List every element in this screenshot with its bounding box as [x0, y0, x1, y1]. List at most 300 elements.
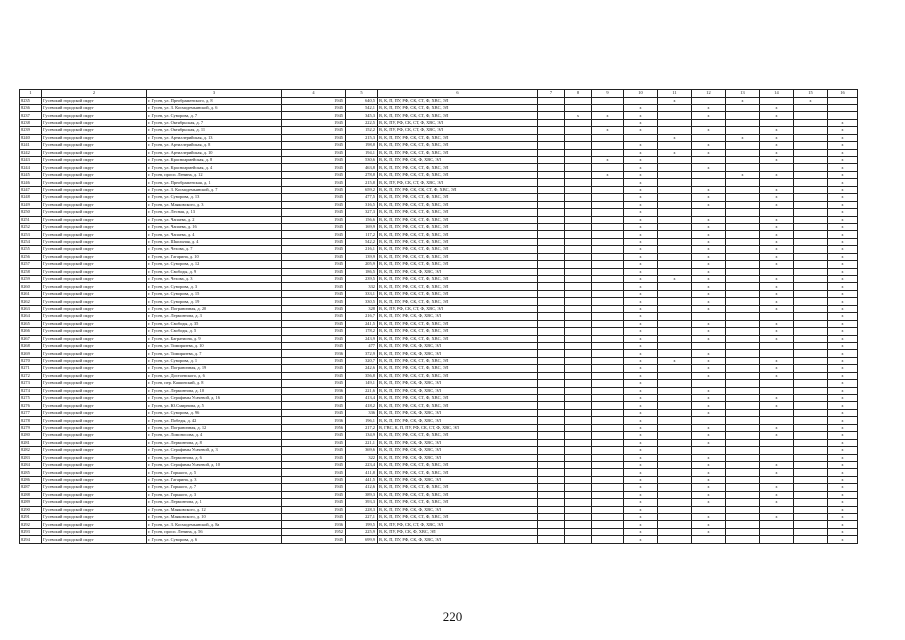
table-cell: 8266 — [20, 328, 42, 335]
table-cell: 8277 — [20, 409, 42, 416]
table-cell: х — [624, 439, 658, 446]
table-cell — [692, 313, 726, 320]
table-cell: г. Гусев, ул. Горького, д. 7 — [147, 484, 282, 491]
table-cell: Гусевский городской округ — [42, 417, 147, 424]
table-cell: 1945 — [282, 112, 346, 119]
table-cell: г. Гусев, ул. Чапаева, д. 2 — [147, 216, 282, 223]
table-row — [20, 380, 858, 387]
table-cell: 8286 — [20, 476, 42, 483]
table-cell: х — [692, 305, 726, 312]
table-cell: 8248 — [20, 194, 42, 201]
table-cell: В, К, П, ПУ, РФ, СК, СТ, Ф, ХВС, ЭЛ — [378, 201, 538, 208]
table-cell: 542,1 — [346, 104, 378, 111]
table-cell: х — [760, 216, 794, 223]
table-cell — [592, 253, 624, 260]
table-cell: Гусевский городской округ — [42, 142, 147, 149]
table-row — [20, 335, 858, 342]
table-cell: 8251 — [20, 216, 42, 223]
table-cell: Гусевский городской округ — [42, 402, 147, 409]
table-cell: г. Гусев, ул. Серафимы Усачевой, д. 3 — [147, 447, 282, 454]
table-cell: В, К, П, ПУ, РФ, СК, СТ, Ф, ХВС, ЭЛ — [378, 290, 538, 297]
table-cell — [726, 424, 760, 431]
table-cell — [726, 194, 760, 201]
table-cell: х — [828, 186, 858, 193]
table-cell: х — [692, 283, 726, 290]
table-cell — [726, 290, 760, 297]
table-row — [20, 395, 858, 402]
table-cell: 8289 — [20, 499, 42, 506]
table-cell — [565, 179, 592, 186]
table-cell: 8272 — [20, 372, 42, 379]
table-cell — [726, 484, 760, 491]
table-cell: 8265 — [20, 320, 42, 327]
table-cell: х — [592, 112, 624, 119]
table-cell: х — [692, 335, 726, 342]
table-row — [20, 328, 858, 335]
table-cell — [794, 253, 828, 260]
table-row — [20, 209, 858, 216]
table-cell: г. Гусев, ул. Пограничная, д. 19 — [147, 365, 282, 372]
column-header: 9 — [592, 90, 624, 98]
table-cell: х — [828, 372, 858, 379]
table-cell: х — [692, 350, 726, 357]
table-cell — [794, 469, 828, 476]
table-cell — [760, 164, 794, 171]
table-cell — [794, 328, 828, 335]
table-cell: 8252 — [20, 223, 42, 230]
table-cell: г. Гусев, ул. Гагарина, д. 3 — [147, 476, 282, 483]
table-cell: г. Гусев, ул. Лермонтова, д. 1 — [147, 499, 282, 506]
table-cell — [565, 290, 592, 297]
table-cell: х — [828, 447, 858, 454]
table-cell — [592, 454, 624, 461]
table-cell — [565, 395, 592, 402]
table-cell — [592, 476, 624, 483]
table-cell — [658, 342, 692, 349]
table-cell: 8261 — [20, 290, 42, 297]
table-cell — [624, 134, 658, 141]
table-cell — [760, 313, 794, 320]
table-cell — [565, 499, 592, 506]
table-cell — [592, 514, 624, 521]
table-cell — [794, 424, 828, 431]
table-cell — [726, 395, 760, 402]
table-cell — [760, 387, 794, 394]
table-cell: 8258 — [20, 268, 42, 275]
table-cell: В, К, П, ПУ, РФ, СК, Ф, ХВС, ЭЛ — [378, 447, 538, 454]
table-cell: х — [828, 461, 858, 468]
table-cell: Гусевский городской округ — [42, 164, 147, 171]
table-cell: х — [828, 127, 858, 134]
table-cell: х — [692, 216, 726, 223]
table-cell: х — [624, 365, 658, 372]
table-cell: 134,9 — [346, 432, 378, 439]
table-cell: г. Гусев, ул. Лермонтова, д. 6 — [147, 454, 282, 461]
table-cell: 8255 — [20, 246, 42, 253]
table-cell: х — [692, 491, 726, 498]
table-cell: х — [760, 395, 794, 402]
table-cell — [592, 97, 624, 104]
table-row — [20, 417, 858, 424]
table-cell: х — [624, 461, 658, 468]
table-cell — [794, 432, 828, 439]
table-cell — [794, 372, 828, 379]
table-cell: х — [828, 261, 858, 268]
table-cell — [658, 454, 692, 461]
table-cell — [592, 164, 624, 171]
table-cell — [538, 305, 565, 312]
table-cell: х — [658, 97, 692, 104]
table-cell: В, К, П, ПУ, РФ, СК, СТ, Ф, ХВС, ЭЛ — [378, 216, 538, 223]
table-row — [20, 112, 858, 119]
table-cell: 1945 — [282, 380, 346, 387]
table-cell — [538, 357, 565, 364]
table-cell: Гусевский городской округ — [42, 439, 147, 446]
table-cell: Гусевский городской округ — [42, 447, 147, 454]
table-cell — [658, 402, 692, 409]
table-cell: х — [760, 127, 794, 134]
table-cell: х — [624, 432, 658, 439]
table-cell: 8282 — [20, 447, 42, 454]
table-cell: Гусевский городской округ — [42, 454, 147, 461]
table-cell — [538, 298, 565, 305]
table-cell — [658, 305, 692, 312]
table-cell: Гусевский городской округ — [42, 112, 147, 119]
table-cell — [794, 216, 828, 223]
table-cell — [794, 409, 828, 416]
table-cell: х — [692, 201, 726, 208]
table-cell — [565, 186, 592, 193]
table-cell — [658, 268, 692, 275]
table-cell — [794, 209, 828, 216]
table-cell: г. Гусев, ул. Лермонтова, д. 3 — [147, 313, 282, 320]
table-cell — [538, 209, 565, 216]
table-cell: г. Гусев, ул. Ю.Смирнова, д. 5 — [147, 402, 282, 409]
table-cell — [592, 283, 624, 290]
table-cell: Гусевский городской округ — [42, 469, 147, 476]
table-cell — [565, 298, 592, 305]
table-cell — [592, 342, 624, 349]
table-cell — [794, 157, 828, 164]
table-cell: 1945 — [282, 313, 346, 320]
table-cell: х — [828, 223, 858, 230]
table-cell — [592, 179, 624, 186]
table-cell — [565, 261, 592, 268]
table-cell — [760, 342, 794, 349]
table-cell: 477 — [346, 342, 378, 349]
table-cell: 1936 — [282, 521, 346, 528]
table-cell — [592, 372, 624, 379]
table-cell: х — [624, 447, 658, 454]
table-cell — [794, 506, 828, 513]
table-cell: 1945 — [282, 194, 346, 201]
table-cell: х — [692, 402, 726, 409]
table-cell: х — [692, 357, 726, 364]
table-cell: Гусевский городской округ — [42, 499, 147, 506]
table-cell: 152,2 — [346, 127, 378, 134]
table-cell: г. Гусев, ул. Свободы, д. 9 — [147, 268, 282, 275]
table-cell — [538, 201, 565, 208]
table-cell — [565, 164, 592, 171]
table-cell: 1952 — [282, 528, 346, 535]
table-cell — [794, 142, 828, 149]
table-cell: 205,9 — [346, 261, 378, 268]
column-header: 1 — [20, 90, 42, 98]
table-cell: х — [726, 97, 760, 104]
table-cell: х — [624, 476, 658, 483]
table-cell — [794, 484, 828, 491]
table-cell: х — [828, 268, 858, 275]
table-cell: 8274 — [20, 387, 42, 394]
table-cell: г. Гусев, ул. Маяковского, д. 12 — [147, 506, 282, 513]
table-cell — [726, 320, 760, 327]
table-cell: 322 — [346, 454, 378, 461]
table-cell: г. Гусев, ул. Красноармейская, д. 8 — [147, 157, 282, 164]
table-cell — [538, 157, 565, 164]
table-cell: г. Гусев, ул. Школьная, д. 4 — [147, 238, 282, 245]
table-cell — [538, 469, 565, 476]
table-cell — [726, 350, 760, 357]
table-cell: х — [828, 171, 858, 178]
table-cell: 369,6 — [346, 447, 378, 454]
table-cell: 215,8 — [346, 179, 378, 186]
table-cell: 1945 — [282, 186, 346, 193]
table-row — [20, 246, 858, 253]
table-cell — [658, 216, 692, 223]
table-cell — [760, 439, 794, 446]
table-cell — [692, 119, 726, 126]
table-cell — [565, 417, 592, 424]
table-cell: 316,5 — [346, 201, 378, 208]
table-cell: х — [828, 119, 858, 126]
table-cell: Гусевский городской округ — [42, 387, 147, 394]
table-cell — [565, 365, 592, 372]
table-cell: Гусевский городской округ — [42, 432, 147, 439]
table-cell — [794, 491, 828, 498]
table-row — [20, 521, 858, 528]
table-cell: Гусевский городской округ — [42, 335, 147, 342]
table-cell: х — [624, 342, 658, 349]
table-cell — [760, 447, 794, 454]
table-cell: х — [726, 171, 760, 178]
table-cell: Гусевский городской округ — [42, 484, 147, 491]
table-cell: х — [828, 536, 858, 543]
column-header: 11 — [658, 90, 692, 98]
table-cell: х — [624, 521, 658, 528]
table-cell: 1945 — [282, 335, 346, 342]
table-cell: 186,5 — [346, 268, 378, 275]
table-row — [20, 424, 858, 431]
table-cell — [538, 97, 565, 104]
table-cell — [565, 342, 592, 349]
table-cell — [794, 134, 828, 141]
table-cell — [726, 499, 760, 506]
table-cell — [565, 424, 592, 431]
table-cell — [726, 119, 760, 126]
header-row — [20, 90, 858, 98]
table-cell — [538, 402, 565, 409]
table-cell — [592, 142, 624, 149]
table-cell: 8285 — [20, 469, 42, 476]
table-cell — [538, 365, 565, 372]
table-cell: В, К, П, ПУ, РФ, СК, СТ, Ф, ХВС, ЭЛ — [378, 357, 538, 364]
table-cell: х — [828, 528, 858, 535]
table-cell: 1945 — [282, 97, 346, 104]
table-cell — [565, 536, 592, 543]
table-cell: 156,6 — [346, 216, 378, 223]
table-cell: В, К, П, ПУ, РФ, СК, Ф, ХВС, ЭЛ — [378, 536, 538, 543]
table-cell: 196,1 — [346, 417, 378, 424]
table-cell — [538, 499, 565, 506]
table-cell: 221,6 — [346, 387, 378, 394]
table-cell: х — [760, 142, 794, 149]
table-cell: В, К, П, ПУ, РФ, СК, Ф, ХВС, ЭЛ — [378, 439, 538, 446]
table-cell: 333,1 — [346, 290, 378, 297]
table-cell: х — [692, 424, 726, 431]
table-cell: г. Гусев, ул. Маяковского, д. 3 — [147, 201, 282, 208]
table-cell — [538, 335, 565, 342]
table-cell — [794, 268, 828, 275]
table-cell — [794, 395, 828, 402]
table-cell: г. Гусев, ул. Чапаева, д. 4 — [147, 231, 282, 238]
table-cell — [565, 246, 592, 253]
table-cell — [538, 276, 565, 283]
table-cell — [794, 238, 828, 245]
table-cell: 441,5 — [346, 476, 378, 483]
table-cell: 330,5 — [346, 298, 378, 305]
table-cell — [658, 238, 692, 245]
housing-register-table — [19, 89, 858, 544]
table-cell: 659,2 — [346, 186, 378, 193]
column-header: 7 — [538, 90, 565, 98]
table-cell — [565, 283, 592, 290]
table-cell — [538, 514, 565, 521]
table-cell — [794, 335, 828, 342]
table-cell: 8246 — [20, 179, 42, 186]
table-cell: В, К, П, ПУ, РФ, СК, СТ, Ф, ХВС, ЭЛ — [378, 97, 538, 104]
table-cell — [592, 290, 624, 297]
table-cell: В, К, П, ПУ, РФ, СК, СТ, Ф, ХВС, ЭЛ — [378, 104, 538, 111]
table-cell — [565, 380, 592, 387]
table-cell — [794, 402, 828, 409]
table-cell — [658, 328, 692, 335]
table-cell: 8235 — [20, 97, 42, 104]
table-cell: 8242 — [20, 149, 42, 156]
table-cell: х — [624, 469, 658, 476]
table-cell: х — [624, 320, 658, 327]
table-cell: 117,2 — [346, 231, 378, 238]
table-cell: 1945 — [282, 454, 346, 461]
table-cell: х — [624, 157, 658, 164]
table-cell — [658, 432, 692, 439]
table-cell — [592, 186, 624, 193]
table-cell: х — [624, 335, 658, 342]
table-cell — [794, 357, 828, 364]
table-cell — [565, 119, 592, 126]
table-cell: х — [624, 261, 658, 268]
table-cell — [592, 238, 624, 245]
table-cell: х — [692, 499, 726, 506]
table-row — [20, 223, 858, 230]
table-cell: 216,1 — [346, 246, 378, 253]
table-cell — [726, 223, 760, 230]
table-cell — [592, 328, 624, 335]
table-cell: 477,5 — [346, 194, 378, 201]
table-cell — [658, 335, 692, 342]
table-cell: х — [760, 223, 794, 230]
table-cell — [565, 506, 592, 513]
table-cell: х — [624, 350, 658, 357]
table-cell: х — [692, 194, 726, 201]
table-cell — [565, 432, 592, 439]
table-cell — [592, 432, 624, 439]
table-cell: В, К, ПУ, РФ, СК, СТ, Ф, ХВС, ЭЛ — [378, 179, 538, 186]
table-cell — [658, 417, 692, 424]
table-cell — [565, 521, 592, 528]
table-cell — [565, 253, 592, 260]
table-cell — [794, 461, 828, 468]
table-cell — [592, 380, 624, 387]
table-cell — [692, 380, 726, 387]
table-cell: х — [760, 201, 794, 208]
table-cell: Гусевский городской округ — [42, 328, 147, 335]
table-cell: х — [692, 469, 726, 476]
table-cell: х — [828, 469, 858, 476]
table-row — [20, 186, 858, 193]
table-row — [20, 469, 858, 476]
table-cell: Гусевский городской округ — [42, 194, 147, 201]
table-cell: 1945 — [282, 499, 346, 506]
table-cell: 1945 — [282, 491, 346, 498]
table-cell: х — [692, 246, 726, 253]
table-cell: В, К, П, ПУ, РФ, СК, СТ, Ф, ХВС, ЭЛ — [378, 484, 538, 491]
table-cell: 8278 — [20, 417, 42, 424]
table-cell: х — [692, 514, 726, 521]
table-cell — [794, 536, 828, 543]
table-cell: 1945 — [282, 231, 346, 238]
table-cell — [658, 119, 692, 126]
table-cell: Гусевский городской округ — [42, 350, 147, 357]
table-cell: г. Гусев, ул. Тимирязева, д. 10 — [147, 342, 282, 349]
table-cell: В, К, П, ПУ, РФ, СК, Ф, ХВС, ЭЛ — [378, 476, 538, 483]
table-cell — [692, 209, 726, 216]
table-cell — [658, 313, 692, 320]
table-cell: х — [658, 134, 692, 141]
table-cell — [538, 194, 565, 201]
table-cell — [565, 142, 592, 149]
table-cell: В, К, П, ПУ, РФ, СК, СТ, Ф, ХВС, ЭЛ — [378, 194, 538, 201]
table-cell: х — [828, 432, 858, 439]
table-cell: В, К, П, ПУ, РФ, СК, СТ, Ф, ХВС, ЭЛ — [378, 469, 538, 476]
table-cell: Гусевский городской округ — [42, 313, 147, 320]
table-cell — [592, 305, 624, 312]
table-cell: х — [828, 194, 858, 201]
column-header: 16 — [828, 90, 858, 98]
table-cell — [592, 134, 624, 141]
table-cell — [794, 320, 828, 327]
table-cell — [538, 223, 565, 230]
table-cell: х — [624, 194, 658, 201]
table-cell: г. Гусев, пер. Кашинский, д. 8 — [147, 380, 282, 387]
table-cell: 640,5 — [346, 97, 378, 104]
table-cell: х — [828, 149, 858, 156]
table-cell: г. Гусев, ул. Суворова, д. 3 — [147, 283, 282, 290]
table-cell: х — [692, 112, 726, 119]
table-cell: Гусевский городской округ — [42, 528, 147, 535]
table-cell — [592, 201, 624, 208]
table-cell: Гусевский городской округ — [42, 290, 147, 297]
table-cell — [592, 104, 624, 111]
